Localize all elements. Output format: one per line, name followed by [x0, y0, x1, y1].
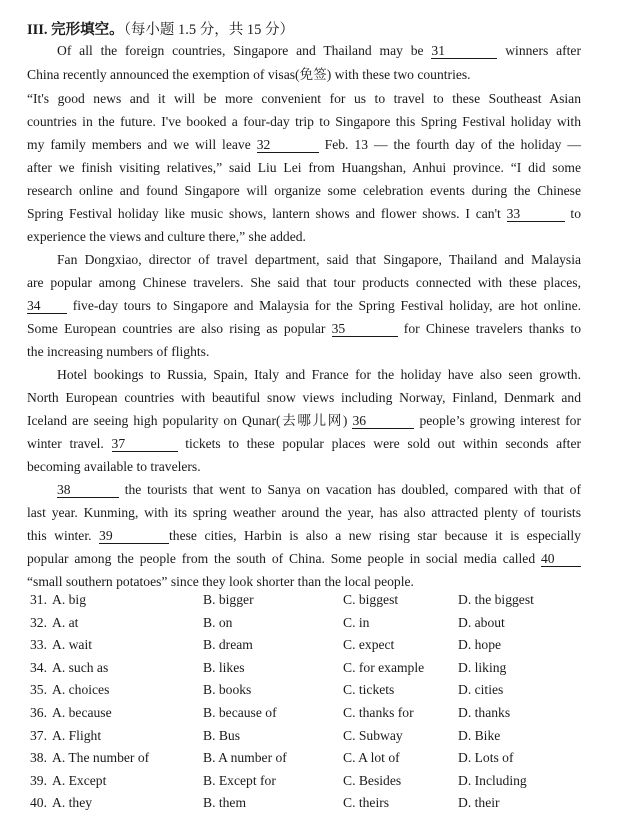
passage-text: this winter.	[27, 528, 100, 543]
blank-33: 33	[507, 206, 565, 222]
passage-text: experience the views and culture there,” she added.	[27, 229, 306, 244]
option-d: D. Bike	[458, 727, 501, 743]
passage-text: Of all the foreign countries, Singapore and Thailand may be	[57, 43, 432, 58]
blank-36: 36	[352, 413, 414, 429]
option-c: C. A lot of	[343, 750, 400, 766]
passage-text: people’s growing interest for	[414, 413, 581, 428]
question-number: 36.	[30, 705, 47, 720]
passage-line	[27, 159, 581, 177]
option-a: A. choices	[52, 682, 110, 698]
option-b: B. A number of	[203, 750, 287, 766]
question-number: 31.	[30, 592, 47, 607]
passage-line	[27, 113, 581, 131]
passage-line	[57, 481, 581, 499]
option-d: D. Including	[458, 772, 527, 788]
option-d: D. about	[458, 614, 505, 630]
option-b: B. bigger	[203, 592, 254, 607]
passage-line	[27, 458, 201, 476]
option-d: D. their	[458, 795, 500, 811]
passage-text: North European countries with beautiful snow views including Norway, Finland, Denmark and	[27, 390, 581, 405]
blank-31: 31	[431, 43, 497, 59]
passage-line	[27, 320, 581, 338]
option-a: A. because	[52, 705, 112, 720]
blank-35: 35	[332, 321, 398, 337]
option-b: B. Bus	[203, 727, 241, 743]
option-a: A. The number of	[52, 750, 150, 766]
passage-text: Some European countries are also rising as popular	[27, 321, 332, 336]
passage-text: “It's good news and it will be more convenient for us to travel to these Southeast Asian	[27, 91, 581, 106]
passage-line	[27, 343, 209, 361]
passage-line	[27, 412, 581, 430]
passage-text: Fan Dongxiao, director of travel department, said that Singapore, Thailand and Malaysia	[57, 252, 581, 267]
option-a: A. they	[52, 795, 93, 811]
blank-34: 34	[27, 298, 67, 314]
passage-line	[27, 527, 581, 545]
passage-line	[27, 504, 581, 522]
passage-text: research online and found Singapore will organize some celebration events during the Chinese	[27, 183, 581, 198]
passage-text: tickets to these popular places were sold out within seconds after	[177, 436, 581, 451]
passage-line	[27, 228, 306, 246]
section-score-note: （每小题 1.5 分，共 15 分）	[123, 22, 295, 38]
question-number: 33.	[30, 637, 47, 653]
option-c: C. theirs	[343, 795, 390, 811]
passage-text: countries in the future. I've booked a four-day trip to Singapore this Spring Festival holiday with	[27, 114, 581, 129]
option-b: B. books	[203, 682, 252, 698]
passage-text: my family members and we will leave	[27, 137, 257, 152]
passage-text: the tourists that went to Sanya on vacation has doubled, compared with that of	[119, 482, 581, 497]
option-c: C. Besides	[343, 772, 402, 788]
option-b: B. Except for	[203, 772, 276, 788]
passage-line	[27, 66, 471, 84]
option-a: A. big	[52, 592, 86, 607]
passage-line	[27, 90, 581, 108]
passage-text: winners after	[497, 43, 581, 58]
passage-line	[27, 435, 581, 453]
passage-text: after we finish visiting relatives,” said Liu Lei from Huangshan, Anhui province. “I did some	[27, 160, 581, 175]
passage-line	[27, 573, 414, 591]
option-b: B. dream	[203, 637, 253, 653]
option-b: B. on	[203, 614, 233, 630]
option-d: D. liking	[458, 659, 507, 675]
passage-text: five-day tours to Singapore and Malaysia for the Spring Festival holiday, are hot online.	[67, 298, 581, 313]
question-number: 34.	[30, 659, 47, 675]
question-number: 32.	[30, 614, 47, 630]
passage-line	[27, 182, 581, 200]
option-d: D. hope	[458, 637, 502, 653]
option-c: C. biggest	[343, 592, 399, 607]
option-c: C. Subway	[343, 727, 403, 743]
option-c: C. expect	[343, 637, 395, 653]
option-c: C. thanks for	[343, 705, 414, 720]
question-number: 38.	[30, 750, 47, 766]
question-number: 39.	[30, 772, 47, 788]
passage-text: are popular among Chinese travelers. She said that tour products connected with these places,	[27, 275, 581, 290]
option-c: C. tickets	[343, 682, 395, 698]
passage-line	[57, 42, 581, 60]
passage-line	[27, 550, 581, 568]
option-d: D. thanks	[458, 705, 511, 720]
passage-text: China recently announced the exemption of visas(免签) with these two countries.	[27, 67, 471, 82]
passage-text: to	[564, 206, 581, 221]
option-d: D. the biggest	[458, 592, 534, 607]
option-a: A. wait	[52, 637, 93, 653]
passage-text: becoming available to travelers.	[27, 459, 201, 474]
passage-text: “small southern potatoes” since they look shorter than the local people.	[27, 574, 414, 589]
question-number: 35.	[30, 682, 47, 698]
blank-39: 39	[99, 528, 169, 544]
section-title: III. 完形填空。	[27, 22, 124, 38]
blank-32: 32	[257, 137, 319, 153]
option-d: D. cities	[458, 682, 504, 698]
passage-text: the increasing numbers of flights.	[27, 344, 210, 359]
question-number: 37.	[30, 727, 47, 743]
passage-text: Feb. 13 — the fourth day of the holiday —	[318, 137, 581, 152]
option-b: B. likes	[203, 659, 245, 675]
option-c: C. for example	[343, 659, 425, 675]
passage-line	[27, 297, 581, 315]
section-heading	[27, 18, 294, 39]
passage-text: Iceland are seeing high popularity on Qunar(去哪儿网)	[27, 413, 353, 428]
passage-text: winter travel.	[27, 436, 112, 451]
question-number: 40.	[30, 795, 47, 811]
passage-text: for Chinese travelers thanks to	[397, 321, 582, 336]
option-a: A. Except	[52, 772, 107, 788]
blank-37: 37	[112, 436, 178, 452]
passage-line	[27, 389, 581, 407]
blank-38: 38	[57, 482, 119, 498]
passage-text: these cities, Harbin is also a new rising star because it is especially	[169, 528, 581, 543]
option-b: B. them	[203, 795, 247, 811]
passage-text: popular among the people from the south of China. Some people in social media called	[27, 551, 541, 566]
option-a: A. such as	[52, 659, 109, 675]
option-a: A. at	[52, 614, 79, 630]
passage-text: Hotel bookings to Russia, Spain, Italy and France for the holiday have also seen growth.	[57, 367, 581, 382]
passage-line	[27, 274, 581, 292]
option-b: B. because of	[203, 705, 277, 720]
option-a: A. Flight	[52, 727, 102, 743]
passage-line	[27, 136, 581, 154]
option-d: D. Lots of	[458, 750, 514, 766]
option-c: C. in	[343, 614, 370, 630]
passage-line	[57, 251, 581, 269]
passage-line	[27, 205, 581, 223]
passage-text: Spring Festival holiday like music shows, lantern shows and flower shows. I can't	[27, 206, 507, 221]
passage-text: last year. Kunming, with its spring weather around the year, has also attracted plenty of tourists	[27, 505, 581, 520]
passage-line	[57, 366, 581, 384]
blank-40: 40	[541, 551, 581, 567]
